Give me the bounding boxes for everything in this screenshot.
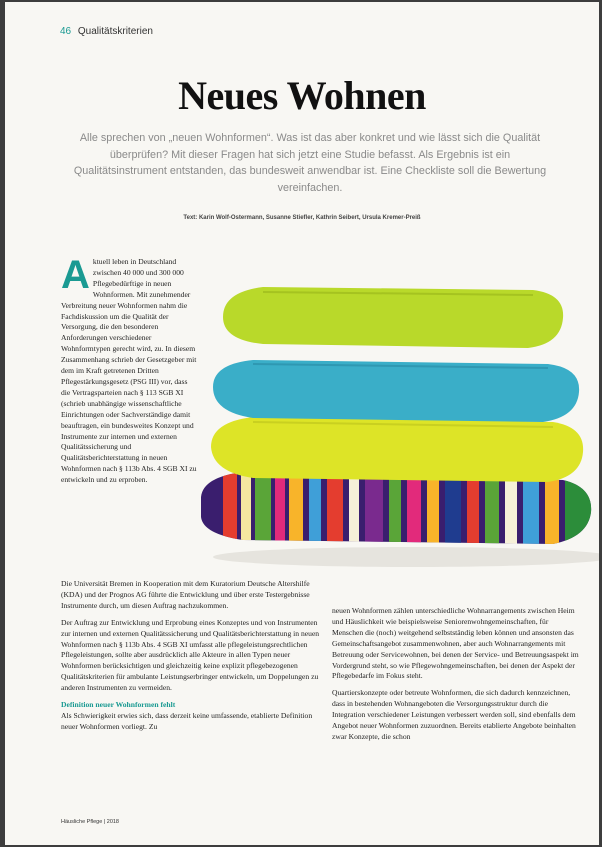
magazine-page bbox=[5, 2, 599, 845]
pillow-stack-photo bbox=[183, 272, 599, 572]
drop-cap: A bbox=[61, 253, 90, 297]
body-paragraph: Quartierskonzepte oder betreute Wohnformen, die sich dadurch kennzeichnen, dass in bestehenden Wohnangeboten die Versorgungsstruktur durch die Integration verschiedener Leistungen verbessert werden soll, sind ebenfalls dem Angebot neuer Wohnformen zuzuordnen. Bereits etablierte Angebote beinhalten zwar Konzepte, die schon bbox=[332, 688, 576, 741]
turquoise-pillow bbox=[213, 360, 579, 422]
intro-paragraph: ktuell leben in Deutschland zwischen 40 000 und 300 000 Pflegebedürftige in neuen Wohnformen. Mit zunehmender Verbreitung neuer Wohnformen nahm die Fachdiskussion um die Qualität der Versorgung, die den besonderen Anforderungen verschiedener Wohnformtypen gerecht wird, zu. In diesem Zusammenhang schrieb der Gesetzgeber mit dem im Kraft getretenen Dritten Pflegestärkungsgesetz (PSG III) vor, dass die Vertragsparteien nach § 113 SGB XI (schrieb unabhängige wissenschaftliche Einrichtungen oder Sachverständige damit beauftragen, ein bundesweites Konzept und Instrumente zur internen und externen Qualitätssicherung und Qualitätsberichterstattung in neuen Wohnformen nach § 113b Abs. 4 SGB XI zu entwickeln und zu erproben. bbox=[61, 257, 197, 485]
body-paragraph: neuen Wohnformen zählen unterschiedliche Wohnarrangements zwischen Heim und Häuslichkeit wie beispielsweise Seniorenwohngemeinschaften, für Menschen die (noch) weitgehend selbstständig leben können und ansonsten das Gemeinschaftsangebot zusammenwohnen, aber auch Wohnarrangements mit Betreuung oder Servicewohnen, bei denen der Service- und Betreuungsaspekt im Vordergrund steht, so wie Pflegewohngemeinschaften, bei denen der Aspekt der Pflegebedarfe im Fokus steht. bbox=[332, 606, 579, 681]
article-title: Neues Wohnen bbox=[178, 73, 426, 118]
body-paragraph: Der Auftrag zur Entwicklung und Erprobung eines Konzeptes und von Instrumenten zur internen und externen Qualitätssicherung und Qualitätsberichterstattung in neuen Wohnformen nach § 113b Abs. 4 SGB XI umfasst alle pflegeleistungsrechtlichen Pflegeleistungen, sollte aber ausdrücklich alle Akteure in allen Typen neuer Wohnformen berücksichtigen und gleichzeitig keine explizit pflegebezogenen Qualitätskriterien für ambulante Leistungserbringer entwickeln, um Doppelungen zu anderen Instrumenten zu vermeiden. bbox=[61, 617, 320, 693]
wide-column bbox=[61, 579, 329, 739]
running-header bbox=[60, 26, 153, 37]
subheading: Definition neuer Wohnformen fehlt bbox=[61, 700, 176, 710]
section-label: Qualitätskriterien bbox=[77, 26, 153, 37]
right-column bbox=[332, 606, 580, 749]
lime-pillow bbox=[223, 287, 563, 348]
left-column bbox=[61, 253, 197, 486]
byline: Text: Karin Wolf-Ostermann, Susanne Stiefler, Kathrin Seibert, Ursula Kremer-Preiß bbox=[183, 215, 421, 221]
yellow-pillow bbox=[211, 417, 583, 482]
body-paragraph: Als Schwierigkeit erwies sich, dass derzeit keine umfassende, etablierte Definition neuer Wohnformen vorliegt. Zu bbox=[61, 710, 313, 731]
page-footer: Häusliche Pflege | 2018 bbox=[61, 819, 119, 825]
body-paragraph: Die Universität Bremen in Kooperation mit dem Kuratorium Deutsche Altershilfe (KDA) und der Prognos AG führte die Entwicklung und über erste Testergebnisse Instrumente durch, um diesen Auftrag nachzukommen. bbox=[61, 579, 310, 610]
article-lede: Alle sprechen von „neuen Wohnformen“. Was ist das aber konkret und wie lässt sich die Qualität überprüfen? Mit dieser Fragen hat sich jetzt eine Studie befasst. Als Ergebnis ist ein Qualitätsinstrument entstanden, das bundesweit anwendbar ist. Eine Checkliste soll die Bewertung vereinfachen. bbox=[73, 132, 547, 194]
page-number: 46 bbox=[60, 26, 72, 37]
